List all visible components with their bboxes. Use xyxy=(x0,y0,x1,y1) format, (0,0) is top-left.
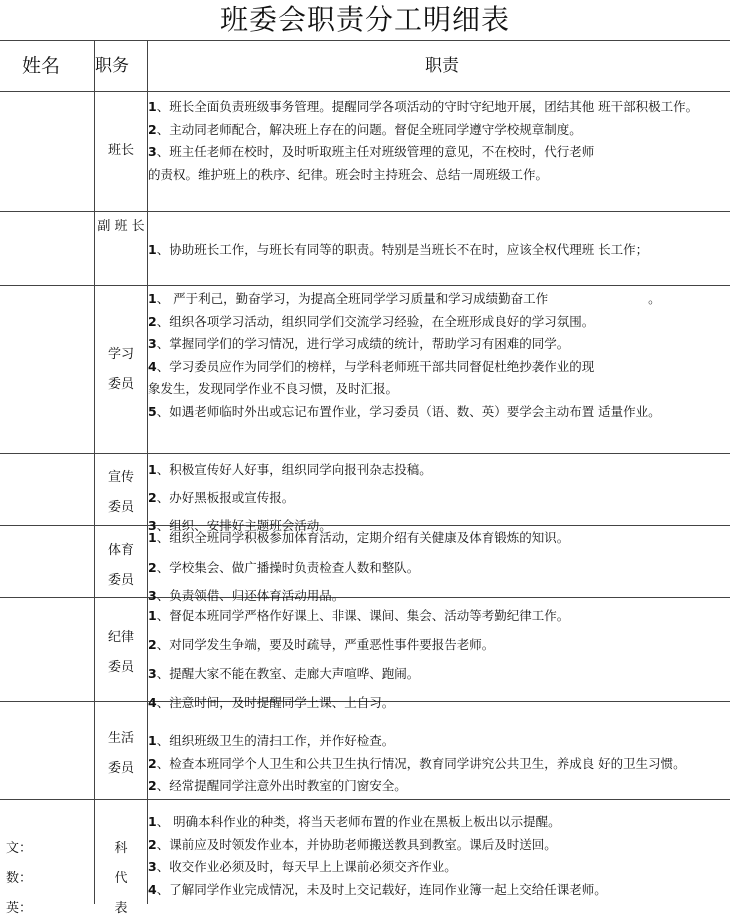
role-discipline-commissioner: 纪律 委员 xyxy=(107,630,134,675)
duty-line: 2、经常提醒同学注意外出时教室的门窗安全。 xyxy=(148,778,407,793)
duty-line: 3、掌握同学们的学习情况，进行学习成绩的统计，帮助学习有困难的同学。 xyxy=(148,336,570,351)
role-sports-commissioner: 体育 委员 xyxy=(107,543,134,588)
duties-vice-monitor xyxy=(148,239,730,262)
role-publicity-commissioner: 宣传 委员 xyxy=(107,470,134,515)
duty-line: 2、检查本班同学个人卫生和公共卫生执行情况，教育同学讲究公共卫生，养成良 好的卫生习惯。 xyxy=(148,755,686,771)
role-life-commissioner: 生活 委员 xyxy=(107,731,134,776)
duty-line: 2、主动同老师配合，解决班上存在的问题。督促全班同学遵守学校规章制度。 xyxy=(148,121,582,137)
duties-study-commissioner xyxy=(148,288,730,423)
duty-line: 1、 严于利己，勤奋学习，为提高全班同学学习质量和学习成绩勤奋工作 。 xyxy=(148,291,661,306)
duty-line: 4、注意时间，及时提醒同学上课、上自习。 xyxy=(148,695,395,710)
duties-publicity-commissioner xyxy=(148,456,730,533)
role-vice-monitor: 副 班 长 xyxy=(97,219,145,234)
duties-discipline-commissioner xyxy=(148,601,730,710)
duty-line: 2、课前应及时领发作业本，并协助老师搬送教具到教室。课后及时送回。 xyxy=(148,836,557,852)
header-duty: 职责 xyxy=(425,56,459,76)
duties-sports-commissioner xyxy=(148,526,730,603)
duties-monitor xyxy=(148,96,730,186)
duty-line: 3、收交作业必须及时，每天早上上课前必须交齐作业。 xyxy=(148,859,457,874)
row-divider xyxy=(0,285,730,286)
duties-subject-representative xyxy=(148,811,730,904)
row-divider xyxy=(0,453,730,454)
header-role: 职务 xyxy=(95,56,129,76)
duties-life-commissioner xyxy=(148,730,730,798)
duty-line: 1、积极宣传好人好事，组织同学向报刊杂志投稿。 xyxy=(148,462,432,477)
role-study-commissioner: 学习 委员 xyxy=(107,347,134,392)
duty-line: 3、班主任老师在校时，及时听取班主任对班级管理的意见，不在校时，代行老师 xyxy=(148,144,595,159)
document-title: 班委会职责分工明细表 xyxy=(219,3,510,36)
duty-line: 3、负责领借、归还体育活动用品。 xyxy=(148,588,345,603)
role-subject-representative: 科 代 表 xyxy=(114,841,128,916)
duty-line: 1、班长全面负责班级事务管理。提醒同学各项活动的守时守纪地开展，团结其他 班干部积极工作。 xyxy=(148,99,699,114)
duty-line: 1、组织班级卫生的清扫工作，并作好检查。 xyxy=(148,733,395,748)
duty-line: 2、学校集会、做广播操时负责检查人数和整队。 xyxy=(148,560,420,575)
duty-line: 4、学习委员应作为同学们的榜样，与学科老师班干部共同督促杜绝抄袭作业的现 xyxy=(148,358,595,374)
duty-line: 3、组织、安排好主题班会活动。 xyxy=(148,518,332,533)
duty-line: 2、组织各项学习活动，组织同学们交流学习经验，在全班形成良好的学习氛围。 xyxy=(148,313,595,329)
header-name: 姓名 xyxy=(22,55,61,77)
subject-names: 文： 数： 英： xyxy=(6,841,33,916)
duty-line: 5、如遇老师临时外出或忘记布置作业，学习委员（语、数、英）要学会主动布置 适量作业。 xyxy=(148,403,661,419)
duty-line: 的责权。维护班上的秩序、纪律。班会时主持班会、总结一周班级工作。 xyxy=(148,166,549,182)
duty-line: 1、组织全班同学积极参加体育活动，定期介绍有关健康及体育锻炼的知识。 xyxy=(148,530,570,545)
duty-line: 1、协助班长工作，与班长有同等的职责。特别是当班长不在时，应该全权代理班 长工作； xyxy=(148,242,649,257)
duty-line: 3、提醒大家不能在教室、走廊大声喧哗、跑闹。 xyxy=(148,666,420,681)
duty-line: 2、对同学发生争端，要及时疏导，严重恶性事件要报告老师。 xyxy=(148,637,495,652)
duty-line: 1、 明确本科作业的种类，将当天老师布置的作业在黑板上板出以示提醒。 xyxy=(148,814,561,829)
duty-line: 象发生，发现同学作业不良习惯，及时汇报。 xyxy=(148,381,399,396)
duty-line: 1、督促本班同学严格作好课上、非课、课间、集会、活动等考勤纪律工作。 xyxy=(148,608,570,623)
role-monitor: 班长 xyxy=(107,143,134,158)
duty-line: 2、办好黑板报或宣传报。 xyxy=(148,490,295,505)
row-divider xyxy=(0,799,730,800)
duty-line: 4、了解同学作业完成情况，未及时上交记载好，连同作业簿一起上交给任课老师。 xyxy=(148,881,607,897)
